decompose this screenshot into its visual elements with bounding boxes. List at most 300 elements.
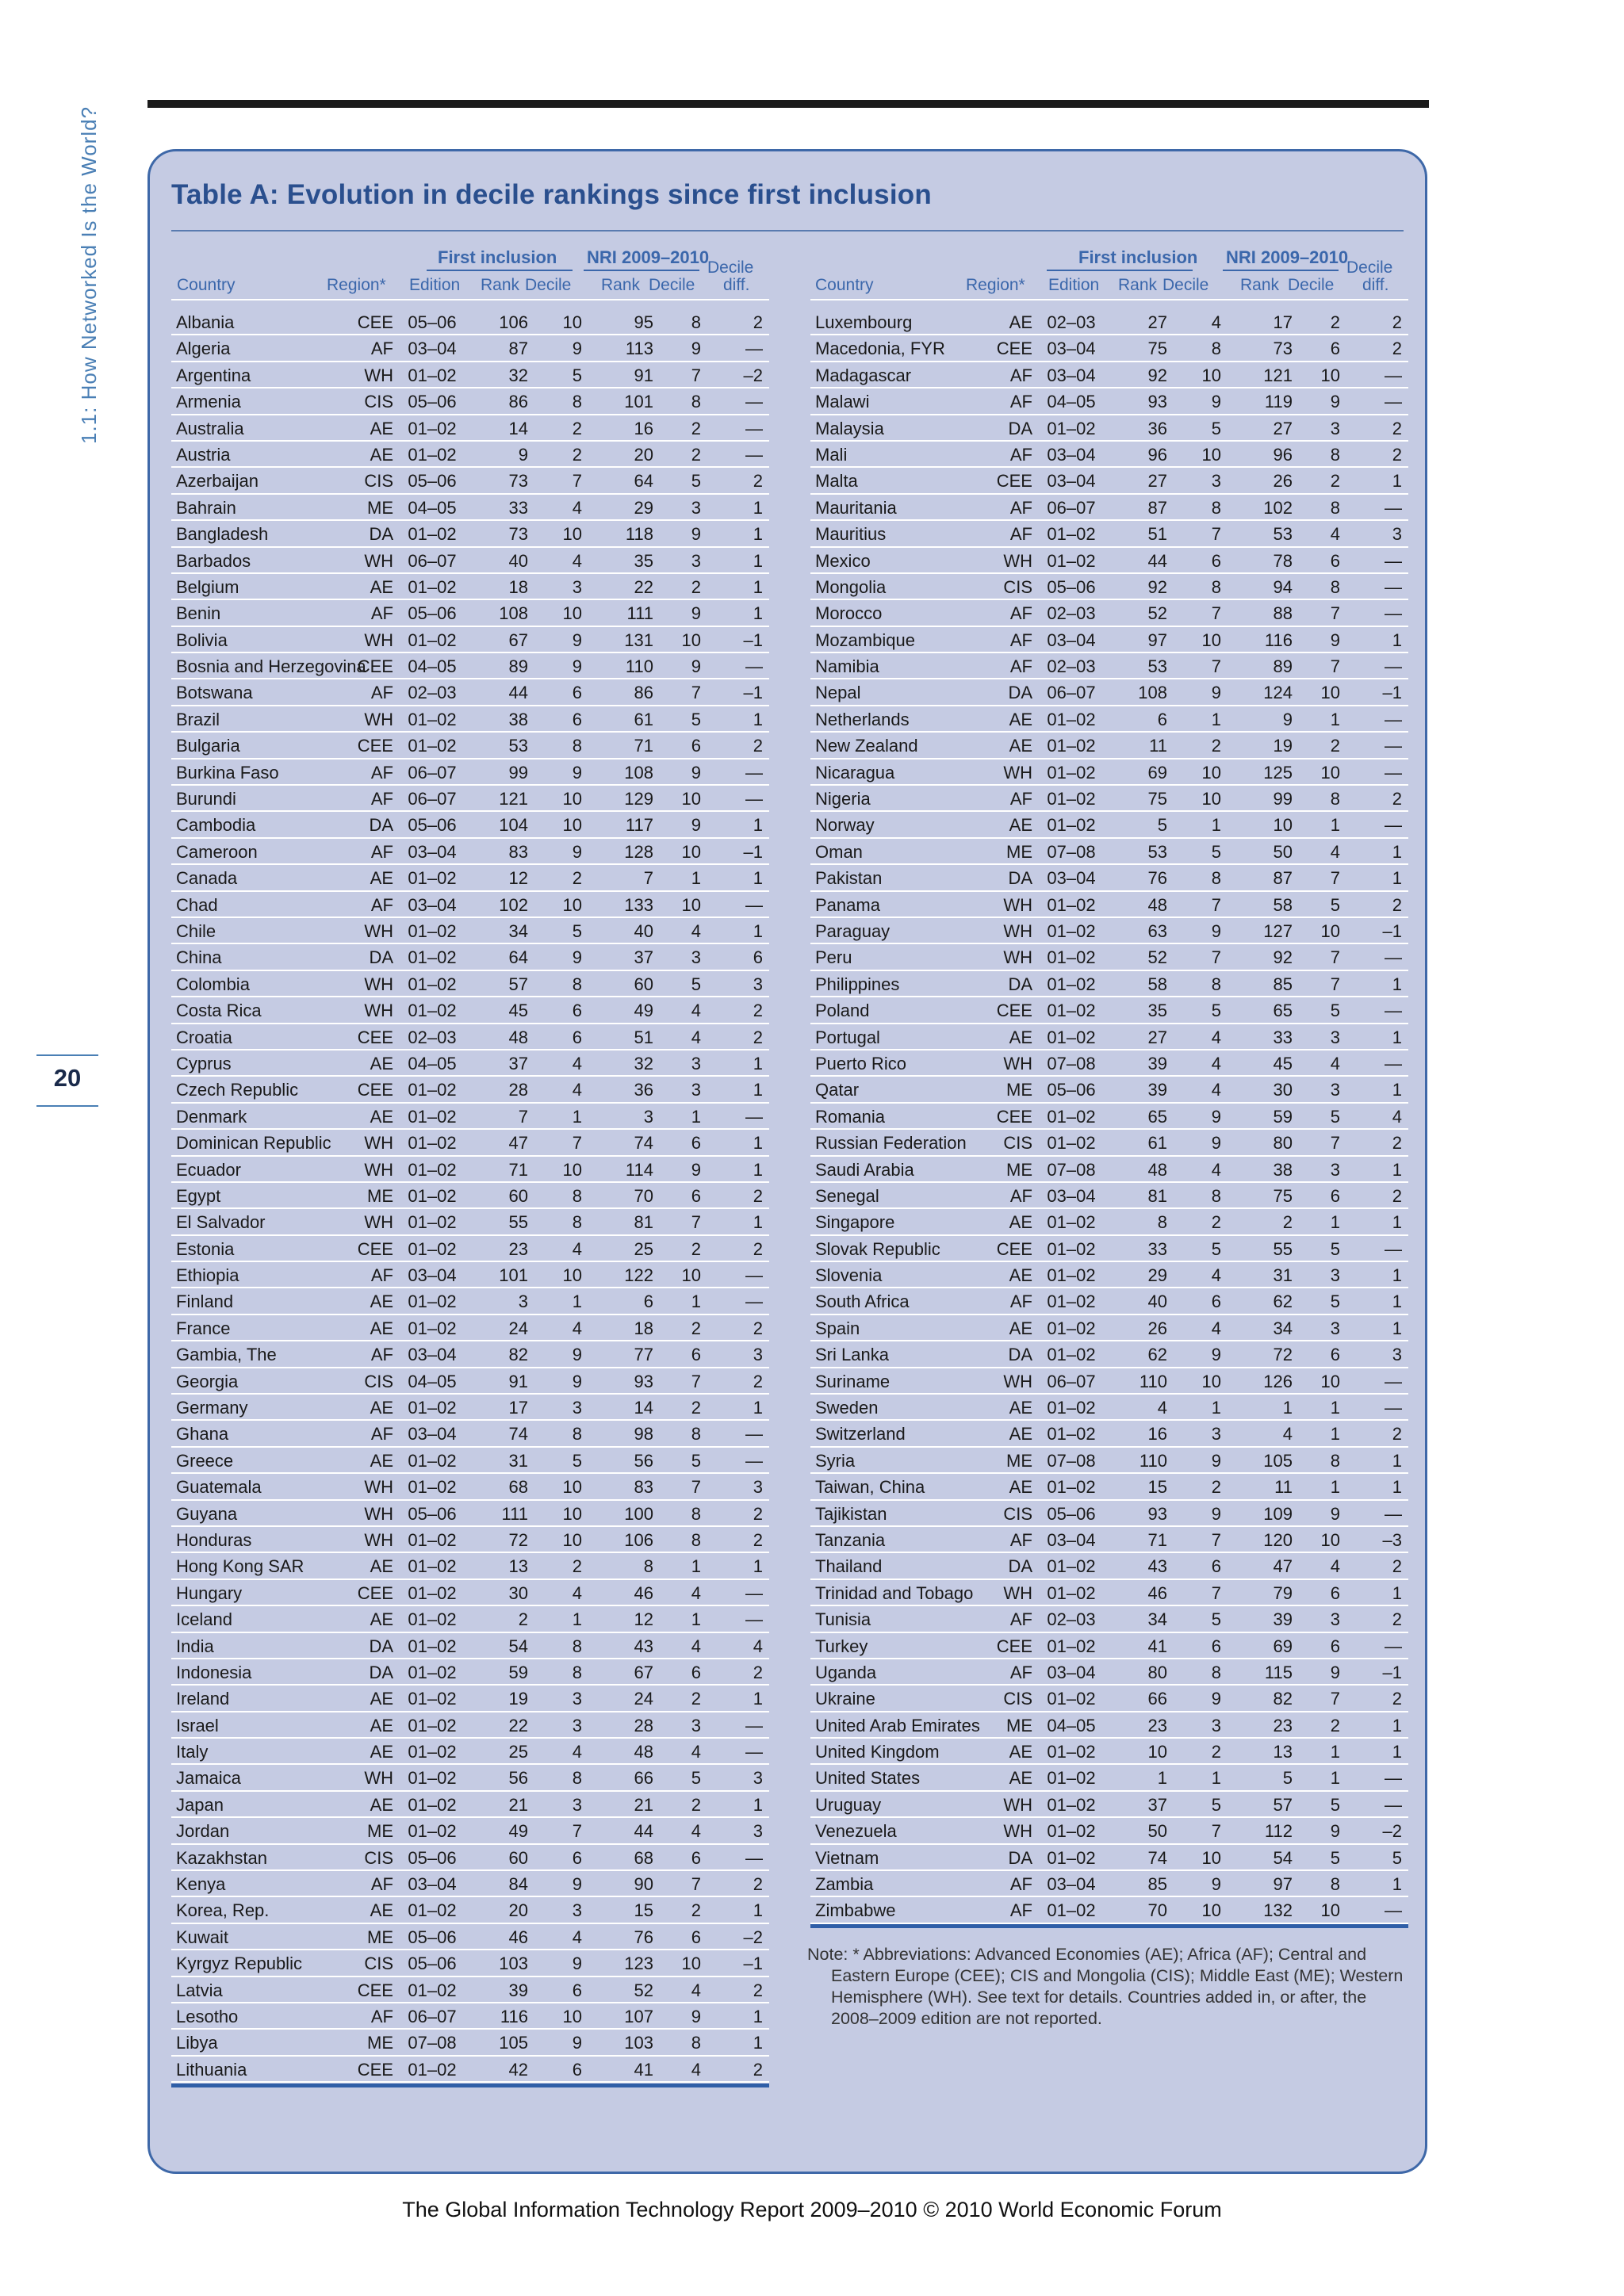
cell-edition: 05–06: [1047, 1080, 1096, 1100]
cell-country: Cameroon: [176, 841, 258, 862]
cell-first-decile: 8: [1211, 1662, 1221, 1682]
cell-first-rank: 83: [508, 841, 528, 862]
cell-country: Tanzania: [815, 1529, 886, 1550]
cell-region: CEE: [996, 339, 1032, 359]
table-row: [171, 1077, 769, 1103]
cell-region: WH: [364, 1477, 393, 1498]
cell-nri-decile: 9: [1330, 1503, 1340, 1524]
cell-nri-rank: 79: [1273, 1582, 1293, 1603]
cell-decile-diff: 1: [1392, 974, 1402, 994]
cell-first-decile: 10: [1201, 789, 1221, 809]
cell-nri-rank: 60: [634, 974, 653, 994]
cell-first-rank: 41: [1147, 1636, 1167, 1656]
cell-decile-diff: —: [745, 1609, 763, 1630]
cell-nri-rank: 40: [634, 920, 653, 941]
cell-nri-decile: 2: [691, 1398, 701, 1418]
table-row: [171, 1659, 769, 1686]
cell-country: India: [176, 1636, 214, 1656]
table-row: [810, 415, 1408, 442]
cell-first-rank: 25: [508, 1742, 528, 1762]
cell-country: China: [176, 947, 222, 968]
cell-edition: 01–02: [408, 1318, 457, 1338]
table-row: [810, 653, 1408, 679]
cell-region: AE: [370, 1609, 393, 1630]
cell-first-decile: 7: [1211, 656, 1221, 677]
cell-nri-rank: 66: [634, 1768, 653, 1789]
cell-decile-diff: 2: [1392, 894, 1402, 915]
cell-edition: 01–02: [408, 1742, 457, 1762]
cell-region: WH: [1003, 1582, 1032, 1603]
cell-edition: 01–02: [408, 1689, 457, 1709]
table-row: [171, 2003, 769, 2030]
cell-nri-rank: 109: [1263, 1503, 1293, 1524]
cell-country: Mauritius: [815, 524, 887, 545]
cell-country: Mongolia: [815, 576, 887, 597]
cell-nri-rank: 19: [1273, 736, 1293, 756]
cell-region: AE: [370, 1794, 393, 1815]
cell-first-rank: 52: [1147, 947, 1167, 968]
cell-nri-decile: 5: [1330, 1106, 1340, 1127]
cell-country: Cambodia: [176, 815, 256, 836]
cell-region: AE: [1009, 1398, 1032, 1418]
cell-edition: 01–02: [1047, 1477, 1096, 1498]
cell-first-decile: 7: [1211, 603, 1221, 624]
cell-first-rank: 44: [508, 683, 528, 703]
cell-region: AF: [370, 2007, 393, 2026]
cell-region: CEE: [996, 1636, 1032, 1656]
cell-country: Austria: [176, 444, 231, 465]
cell-first-rank: 99: [508, 762, 528, 783]
cell-edition: 01–02: [408, 1768, 457, 1789]
table-row: [171, 1686, 769, 1712]
cell-decile-diff: 2: [753, 1238, 763, 1259]
table-row: [810, 918, 1408, 944]
cell-region: CEE: [357, 312, 393, 332]
cell-nri-decile: 9: [1330, 629, 1340, 650]
table-row: [171, 706, 769, 733]
cell-nri-rank: 9: [1282, 709, 1293, 729]
cell-first-decile: 8: [1211, 497, 1221, 518]
cell-nri-decile: 7: [1330, 656, 1340, 677]
cell-first-rank: 6: [1157, 709, 1167, 729]
cell-first-rank: 96: [1147, 444, 1167, 465]
cell-edition: 03–04: [1047, 365, 1096, 385]
cell-first-decile: 4: [572, 550, 582, 571]
cell-edition: 07–08: [1047, 1450, 1096, 1471]
cell-nri-rank: 12: [634, 1609, 653, 1630]
cell-region: ME: [367, 1821, 393, 1842]
cell-first-decile: 9: [572, 841, 582, 862]
cell-first-decile: 9: [1211, 1345, 1221, 1365]
cell-first-decile: 10: [562, 815, 582, 836]
cell-first-rank: 37: [508, 1053, 528, 1073]
cell-region: AE: [1009, 1424, 1032, 1445]
cell-nri-decile: 5: [1330, 1001, 1340, 1021]
cell-first-rank: 68: [508, 1477, 528, 1498]
cell-nri-rank: 69: [1273, 1636, 1293, 1656]
cell-nri-decile: 8: [691, 1503, 701, 1524]
cell-region: CEE: [357, 1238, 393, 1259]
cell-edition: 03–04: [408, 1265, 457, 1286]
cell-edition: 01–02: [1047, 1265, 1096, 1286]
cell-first-decile: 2: [1211, 736, 1221, 756]
header-first-inclusion: First inclusion: [1078, 247, 1198, 267]
cell-nri-rank: 82: [1273, 1689, 1293, 1709]
cell-nri-rank: 131: [624, 629, 653, 650]
table-row: [810, 574, 1408, 600]
cell-decile-diff: —: [1385, 1636, 1402, 1656]
cell-decile-diff: —: [745, 1106, 763, 1127]
cell-decile-diff: 2: [1392, 1689, 1402, 1709]
cell-edition: 01–02: [1047, 1345, 1096, 1365]
cell-edition: 01–02: [408, 1106, 457, 1127]
cell-decile-diff: 1: [753, 1689, 763, 1709]
cell-decile-diff: 2: [1392, 418, 1402, 438]
cell-first-decile: 6: [1211, 550, 1221, 571]
cell-edition: 03–04: [1047, 444, 1096, 465]
cell-nri-rank: 27: [1273, 418, 1293, 438]
cell-edition: 01–02: [1047, 709, 1096, 729]
cell-region: WH: [364, 365, 393, 385]
cell-edition: 01–02: [408, 2059, 457, 2080]
cell-nri-rank: 31: [1273, 1265, 1293, 1286]
cell-edition: 01–02: [408, 1238, 457, 1259]
cell-first-decile: 2: [1211, 1212, 1221, 1233]
cell-first-rank: 63: [1147, 920, 1167, 941]
cell-nri-rank: 123: [624, 1954, 653, 1974]
cell-first-rank: 33: [1147, 1238, 1167, 1259]
table-row: [171, 309, 769, 335]
cell-nri-rank: 45: [1273, 1053, 1293, 1073]
table-row: [171, 1897, 769, 1923]
cell-nri-rank: 11: [1274, 1477, 1293, 1498]
table-row: [810, 1368, 1408, 1395]
cell-edition: 05–06: [408, 1954, 457, 1974]
cell-nri-rank: 119: [1264, 392, 1293, 412]
cell-country: Jordan: [176, 1821, 230, 1842]
cell-first-decile: 6: [572, 2059, 582, 2080]
cell-nri-rank: 41: [634, 2059, 653, 2080]
cell-country: Turkey: [815, 1636, 868, 1656]
cell-region: DA: [1008, 418, 1032, 438]
cell-nri-rank: 111: [626, 603, 653, 624]
cell-edition: 04–05: [408, 1371, 457, 1391]
cell-edition: 06–07: [1047, 683, 1096, 703]
cell-edition: 05–06: [408, 312, 457, 332]
cell-decile-diff: –2: [1382, 1821, 1402, 1842]
cell-nri-decile: 2: [691, 1689, 701, 1709]
cell-nri-rank: 51: [634, 1027, 653, 1047]
cell-edition: 05–06: [408, 471, 457, 492]
cell-first-rank: 27: [1147, 1027, 1167, 1047]
cell-nri-rank: 65: [1273, 1001, 1293, 1021]
cell-nri-rank: 93: [634, 1371, 653, 1391]
cell-decile-diff: –1: [1382, 1662, 1402, 1682]
cell-nri-decile: 1: [691, 1556, 701, 1577]
cell-region: WH: [364, 1768, 393, 1789]
table-row: [810, 1104, 1408, 1130]
table-row: [810, 1739, 1408, 1765]
cell-region: ME: [367, 1927, 393, 1947]
cell-country: Indonesia: [176, 1662, 252, 1682]
cell-decile-diff: 1: [753, 1159, 763, 1180]
table-row: [171, 627, 769, 653]
cell-country: Vietnam: [815, 1847, 879, 1868]
cell-nri-decile: 9: [691, 815, 701, 836]
cell-country: Italy: [176, 1742, 209, 1762]
cell-first-rank: 45: [508, 1001, 528, 1021]
cell-first-rank: 36: [1147, 418, 1167, 438]
cell-region: ME: [367, 1185, 393, 1206]
cell-decile-diff: 1: [753, 2033, 763, 2053]
cell-country: Armenia: [176, 392, 241, 412]
table-row: [810, 1845, 1408, 1871]
cell-country: Philippines: [815, 974, 900, 994]
cell-nri-decile: 8: [1330, 497, 1340, 518]
cell-decile-diff: 3: [1392, 524, 1402, 545]
cell-first-decile: 6: [572, 1027, 582, 1047]
cell-country: Morocco: [815, 603, 883, 624]
table-row: [171, 1315, 769, 1341]
cell-first-rank: 104: [499, 815, 528, 836]
cell-region: CIS: [1003, 1503, 1032, 1524]
cell-edition: 03–04: [408, 1345, 457, 1365]
cell-country: Belgium: [176, 576, 239, 597]
cell-decile-diff: —: [1385, 497, 1402, 518]
cell-nri-rank: 25: [634, 1238, 653, 1259]
cell-decile-diff: —: [745, 789, 763, 809]
cell-country: Romania: [815, 1106, 886, 1127]
cell-country: United Kingdom: [815, 1742, 940, 1762]
header-nri: NRI 2009–2010: [1226, 247, 1349, 267]
cell-nri-decile: 2: [691, 444, 701, 465]
cell-first-decile: 8: [572, 392, 582, 412]
cell-edition: 01–02: [1047, 524, 1096, 545]
cell-decile-diff: —: [745, 1450, 763, 1471]
cell-country: Colombia: [176, 974, 250, 994]
cell-first-decile: 3: [1211, 1424, 1221, 1445]
cell-decile-diff: –1: [743, 629, 763, 650]
cell-country: Botswana: [176, 683, 253, 703]
cell-nri-decile: 10: [681, 789, 701, 809]
cell-decile-diff: 2: [753, 1874, 763, 1895]
cell-edition: 07–08: [1047, 841, 1096, 862]
cell-country: Nepal: [815, 683, 861, 703]
cell-nri-rank: 8: [643, 1556, 653, 1577]
cell-first-rank: 12: [508, 868, 528, 889]
cell-country: Germany: [176, 1398, 248, 1418]
header-nri-decile: Decile: [649, 276, 695, 294]
table-row: [171, 442, 769, 468]
cell-first-rank: 59: [508, 1662, 528, 1682]
cell-edition: 05–06: [408, 1847, 457, 1868]
table-row: [171, 918, 769, 944]
cell-nri-rank: 94: [1273, 576, 1293, 597]
cell-edition: 01–02: [408, 1900, 457, 1921]
cell-region: AF: [1009, 789, 1032, 809]
cell-edition: 01–02: [1047, 1768, 1096, 1789]
cell-first-rank: 49: [508, 1821, 528, 1842]
cell-country: Libya: [176, 2033, 218, 2053]
cell-nri-rank: 72: [1273, 1345, 1293, 1365]
cell-country: Mauritania: [815, 497, 897, 518]
cell-nri-rank: 58: [1273, 894, 1293, 915]
cell-country: Namibia: [815, 656, 879, 677]
cell-nri-decile: 9: [691, 603, 701, 624]
cell-nri-decile: 10: [1320, 683, 1340, 703]
cell-edition: 02–03: [1047, 1609, 1096, 1630]
cell-region: AF: [1009, 656, 1032, 677]
cell-region: AF: [1009, 392, 1032, 412]
cell-edition: 01–02: [1047, 1292, 1096, 1312]
cell-first-rank: 8: [1157, 1212, 1167, 1233]
cell-first-decile: 5: [1211, 1001, 1221, 1021]
cell-first-rank: 50: [1147, 1821, 1167, 1842]
cell-first-decile: 7: [572, 471, 582, 492]
cell-first-decile: 1: [572, 1609, 582, 1630]
cell-region: AE: [370, 1450, 393, 1471]
cell-region: CIS: [364, 1371, 393, 1391]
cell-nri-rank: 15: [634, 1900, 653, 1921]
cell-first-rank: 26: [1147, 1318, 1167, 1338]
cell-nri-rank: 88: [1273, 603, 1293, 624]
cell-nri-rank: 98: [634, 1424, 653, 1445]
cell-edition: 05–06: [408, 603, 457, 624]
cell-first-decile: 3: [572, 1900, 582, 1921]
cell-decile-diff: —: [1385, 762, 1402, 783]
cell-region: AE: [370, 418, 393, 438]
cell-nri-rank: 126: [1263, 1371, 1293, 1391]
cell-country: Croatia: [176, 1027, 232, 1047]
cell-nri-rank: 110: [625, 656, 653, 677]
cell-edition: 01–02: [1047, 1424, 1096, 1445]
page-number-rule-bottom: [36, 1105, 98, 1107]
cell-region: WH: [364, 1503, 393, 1524]
cell-decile-diff: —: [1385, 365, 1402, 385]
cell-decile-diff: 2: [753, 1980, 763, 2000]
table-row: [810, 1871, 1408, 1897]
cell-edition: 01–02: [1047, 947, 1096, 968]
table-row: [810, 760, 1408, 786]
table-row: [171, 1341, 769, 1368]
cell-decile-diff: 2: [1392, 1133, 1402, 1154]
cell-decile-diff: —: [745, 1715, 763, 1735]
cell-first-rank: 73: [508, 524, 528, 545]
header-nri-decile: Decile: [1288, 276, 1335, 294]
cell-nri-rank: 43: [634, 1636, 653, 1656]
cell-nri-decile: 7: [691, 1874, 701, 1895]
cell-region: AE: [370, 444, 393, 465]
cell-nri-rank: 129: [624, 789, 653, 809]
cell-first-rank: 57: [508, 974, 528, 994]
cell-nri-decile: 7: [1330, 1133, 1340, 1154]
cell-edition: 01–02: [408, 1715, 457, 1735]
cell-country: Burkina Faso: [176, 762, 279, 783]
table-row: [171, 1501, 769, 1527]
cell-region: AF: [1009, 1874, 1032, 1895]
cell-edition: 01–02: [1047, 1238, 1096, 1259]
table-row: [171, 1157, 769, 1183]
cell-country: Barbados: [176, 550, 251, 571]
table-row: [810, 786, 1408, 812]
cell-edition: 01–02: [1047, 1900, 1096, 1921]
table-row: [810, 442, 1408, 468]
cell-edition: 01–02: [1047, 762, 1096, 783]
cell-decile-diff: 2: [753, 1662, 763, 1682]
cell-region: AF: [1009, 1900, 1032, 1921]
cell-nri-decile: 5: [1330, 1238, 1340, 1259]
table-row: [810, 997, 1408, 1024]
cell-first-rank: 110: [1139, 1450, 1167, 1471]
cell-country: Slovenia: [815, 1265, 883, 1286]
cell-nri-decile: 5: [691, 1450, 701, 1471]
cell-edition: 01–02: [408, 365, 457, 385]
cell-first-rank: 116: [500, 2007, 528, 2026]
cell-first-rank: 35: [1147, 1001, 1167, 1021]
cell-edition: 01–02: [1047, 920, 1096, 941]
cell-nri-rank: 21: [634, 1794, 653, 1815]
cell-country: Lesotho: [176, 2007, 239, 2026]
cell-nri-rank: 112: [1264, 1821, 1293, 1842]
cell-country: Chile: [176, 920, 216, 941]
cell-first-rank: 85: [1147, 1874, 1167, 1895]
cell-country: United Arab Emirates: [815, 1715, 980, 1735]
cell-first-decile: 4: [572, 497, 582, 518]
cell-first-rank: 110: [1139, 1371, 1167, 1391]
cell-first-decile: 5: [1211, 1794, 1221, 1815]
cell-nri-rank: 120: [1263, 1529, 1293, 1550]
cell-nri-decile: 6: [691, 1847, 701, 1868]
cell-nri-decile: 6: [1330, 1345, 1340, 1365]
table-row: [810, 1765, 1408, 1791]
table-row: [171, 892, 769, 918]
cell-edition: 01–02: [408, 736, 457, 756]
cell-country: Trinidad and Tobago: [815, 1582, 974, 1603]
cell-region: DA: [1008, 868, 1032, 889]
cell-country: Peru: [815, 947, 852, 968]
cell-edition: 01–02: [1047, 1318, 1096, 1338]
cell-nri-rank: 106: [624, 1529, 653, 1550]
cell-region: AF: [370, 683, 393, 703]
cell-first-decile: 8: [1211, 974, 1221, 994]
cell-nri-decile: 1: [1330, 1212, 1340, 1233]
cell-nri-rank: 29: [634, 497, 653, 518]
table-row: [810, 1050, 1408, 1077]
cell-country: Uruguay: [815, 1794, 882, 1815]
cell-country: Egypt: [176, 1185, 221, 1206]
cell-country: Taiwan, China: [815, 1477, 925, 1498]
right-table-end-rule: [810, 1924, 1408, 1928]
cell-first-decile: 9: [572, 1954, 582, 1974]
cell-region: CIS: [364, 392, 393, 412]
table-row: [810, 1395, 1408, 1421]
table-row: [810, 1527, 1408, 1553]
header-first-inclusion-rule: [427, 270, 573, 271]
cell-nri-rank: 5: [1282, 1768, 1293, 1789]
table-row: [171, 1262, 769, 1288]
cell-nri-rank: 102: [1263, 497, 1293, 518]
cell-decile-diff: –2: [743, 365, 763, 385]
cell-nri-rank: 74: [634, 1133, 653, 1154]
cell-region: AE: [1009, 815, 1032, 836]
table-row: [810, 892, 1408, 918]
cell-decile-diff: —: [745, 444, 763, 465]
header-nri-rank: Rank: [1240, 276, 1280, 294]
cell-nri-decile: 9: [1330, 1821, 1340, 1842]
cell-decile-diff: —: [1385, 1794, 1402, 1815]
header-edition: Edition: [1048, 276, 1100, 294]
cell-first-decile: 10: [562, 312, 582, 332]
